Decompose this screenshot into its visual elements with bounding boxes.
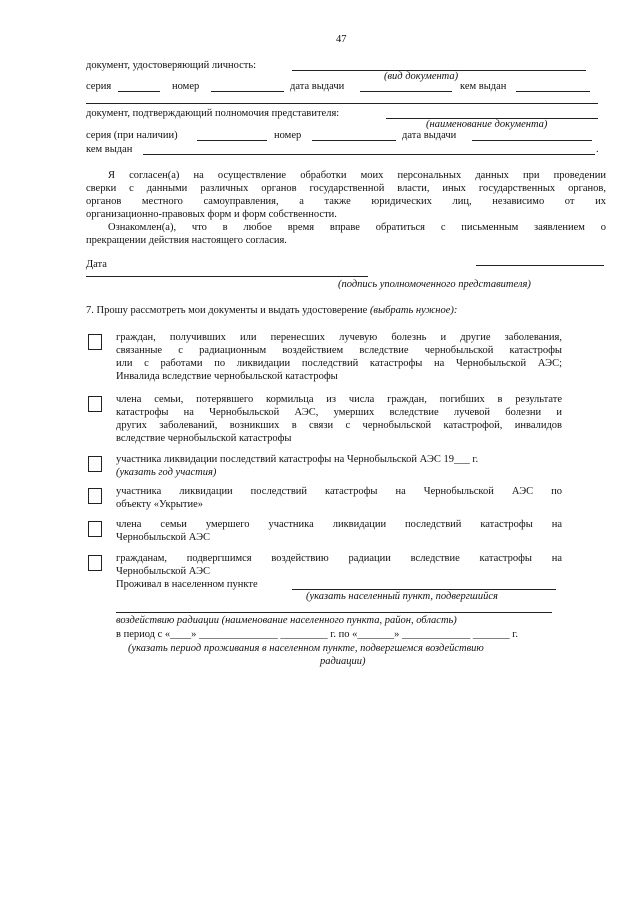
consent-line: Я согласен(а) на осуществление обработки моих персональных данных при проведении bbox=[108, 170, 606, 181]
identity-series-field[interactable] bbox=[118, 91, 160, 92]
identity-issue-date-label: дата выдачи bbox=[290, 81, 345, 92]
option-line: участника ликвидации последствий катастрофы на Чернобыльской АЭС 19___ г. bbox=[116, 454, 479, 465]
option-hint: (указать год участия) bbox=[116, 467, 217, 478]
option-line: вследствие чернобыльской катастрофы bbox=[116, 433, 292, 444]
authority-issue-date-field[interactable] bbox=[472, 140, 592, 141]
authority-end-dot: . bbox=[596, 144, 599, 155]
request-line bbox=[86, 304, 457, 317]
identity-issue-date-field[interactable] bbox=[360, 91, 452, 92]
residence-lived-label: Проживал в населенном пункте bbox=[116, 579, 258, 590]
option-line: граждан, получивших или перенесших лучевую болезнь и другие заболевания, bbox=[116, 332, 562, 343]
date-field[interactable] bbox=[86, 276, 368, 277]
authority-issue-date-label: дата выдачи bbox=[402, 130, 457, 141]
identity-series-label: серия bbox=[86, 81, 112, 92]
consent-line: сверки с данными различных органов государственной власти, иных государственных органов, bbox=[86, 183, 606, 194]
signature-field[interactable] bbox=[476, 265, 604, 266]
ack-line: Ознакомлен(а), что в любое время вправе обратиться с письменным заявлением о bbox=[108, 222, 606, 233]
option-line: гражданам, подвергшимся воздействию радиации вследствие катастрофы на bbox=[116, 553, 562, 564]
authority-issued-by-label: кем выдан bbox=[86, 144, 133, 155]
option-6-text bbox=[116, 552, 562, 578]
option-line: катастрофы на Чернобыльской АЭС, умерших вследствие лучевой болезни и bbox=[116, 407, 562, 418]
page-number: 47 bbox=[336, 34, 347, 45]
consent-line: организационно-правовых форм и форм собственности. bbox=[86, 209, 337, 220]
authority-doc-hint: (наименование документа) bbox=[426, 119, 548, 130]
option-6-checkbox[interactable] bbox=[88, 555, 102, 571]
residence-hint-2: воздействию радиации (наименование населенного пункта, район, область) bbox=[116, 615, 457, 626]
option-2-text bbox=[116, 393, 562, 445]
option-line: или с работами по ликвидации последствий катастрофы на Чернобыльской АЭС; bbox=[116, 358, 562, 369]
option-1-text bbox=[116, 331, 562, 383]
authority-issued-by-field[interactable] bbox=[143, 154, 595, 155]
option-5-text bbox=[116, 518, 562, 544]
option-line: участника ликвидации последствий катастрофы на Чернобыльской АЭС по bbox=[116, 486, 562, 497]
identity-number-field[interactable] bbox=[211, 91, 284, 92]
option-1-checkbox[interactable] bbox=[88, 334, 102, 350]
request-hint: (выбрать нужное): bbox=[369, 305, 458, 316]
identity-number-label: номер bbox=[172, 81, 200, 92]
identity-issued-by-field-2[interactable] bbox=[86, 103, 598, 104]
option-2-checkbox[interactable] bbox=[88, 396, 102, 412]
identity-issued-by-label: кем выдан bbox=[460, 81, 507, 92]
option-3-text bbox=[116, 453, 562, 479]
identity-issued-by-field[interactable] bbox=[516, 91, 590, 92]
authority-doc-label: документ, подтверждающий полномочия представителя: bbox=[86, 108, 340, 119]
date-label: Дата bbox=[86, 259, 107, 270]
option-line: Чернобыльской АЭС bbox=[116, 566, 211, 577]
residence-hint-4: радиации) bbox=[320, 656, 366, 667]
authority-series-label: серия (при наличии) bbox=[86, 130, 178, 141]
ack-line: прекращении действия настоящего согласия. bbox=[86, 235, 287, 246]
option-line: члена семьи, потерявшего кормильца из числа граждан, погибших в результате bbox=[116, 394, 562, 405]
option-line: связанные с радиационным воздействием вследствие чернобыльской катастрофы bbox=[116, 345, 562, 356]
option-line: объекту «Укрытие» bbox=[116, 499, 203, 510]
option-line: Чернобыльской АЭС bbox=[116, 532, 211, 543]
authority-number-label: номер bbox=[274, 130, 302, 141]
consent-line: органов местного самоуправления, а также юридических лиц, независимо от их bbox=[86, 196, 606, 207]
option-4-checkbox[interactable] bbox=[88, 488, 102, 504]
authority-number-field[interactable] bbox=[312, 140, 396, 141]
request-text: 7. Прошу рассмотреть мои документы и выдать удостоверение bbox=[86, 305, 370, 316]
residence-place-field-2[interactable] bbox=[116, 612, 552, 613]
option-3-checkbox[interactable] bbox=[88, 456, 102, 472]
signature-hint: (подпись уполномоченного представителя) bbox=[338, 279, 531, 290]
residence-hint-3: (указать период проживания в населенном пункте, подвергшемся воздействию bbox=[128, 643, 484, 654]
residence-period[interactable]: в период с «____» _______________ _________ г. по «_______» _____________ _______ г. bbox=[116, 629, 519, 640]
identity-doc-hint: (вид документа) bbox=[384, 71, 459, 82]
identity-doc-label: документ, удостоверяющий личность: bbox=[86, 60, 257, 71]
residence-hint-1: (указать населенный пункт, подвергшийся bbox=[306, 591, 498, 602]
option-line: Инвалида вследствие чернобыльской катастрофы bbox=[116, 371, 338, 382]
authority-series-field[interactable] bbox=[197, 140, 267, 141]
option-5-checkbox[interactable] bbox=[88, 521, 102, 537]
consent-paragraph bbox=[86, 169, 606, 247]
option-4-text bbox=[116, 485, 562, 511]
option-line: других заболеваний, возникших в связи с чернобыльской катастрофой, инвалидов bbox=[116, 420, 562, 431]
option-line: члена семьи умершего участника ликвидации последствий катастрофы на bbox=[116, 519, 562, 530]
